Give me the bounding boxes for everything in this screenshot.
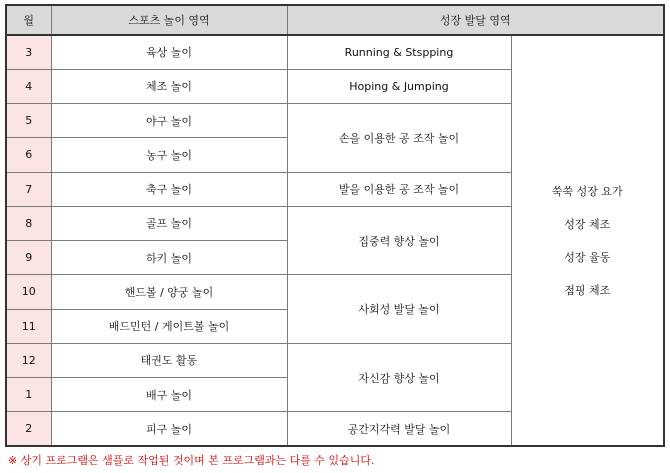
month-cell: 10 <box>6 275 51 309</box>
table-row <box>6 35 664 69</box>
growth-program-list <box>511 35 664 446</box>
month-cell: 11 <box>6 309 51 343</box>
month-cell: 5 <box>6 104 51 138</box>
sports-cell: 핸드볼 / 양궁 놀이 <box>51 275 287 309</box>
growth-program-item: 쑥쑥 성장 요가 <box>551 184 623 198</box>
sports-cell: 체조 놀이 <box>51 69 287 103</box>
month-cell: 8 <box>6 206 51 240</box>
month-cell: 2 <box>6 412 51 446</box>
month-cell: 3 <box>6 35 51 69</box>
development-cell: 집중력 향상 놀이 <box>287 206 511 275</box>
month-cell: 9 <box>6 241 51 275</box>
header-month: 월 <box>6 5 51 35</box>
sports-cell: 배드민턴 / 게이트볼 놀이 <box>51 309 287 343</box>
sports-cell: 육상 놀이 <box>51 35 287 69</box>
growth-program-item: 점핑 체조 <box>564 283 611 297</box>
development-cell: 자신감 향상 놀이 <box>287 343 511 412</box>
sports-cell: 하키 놀이 <box>51 241 287 275</box>
development-cell: Running & Stspping <box>287 35 511 69</box>
development-cell: 손을 이용한 공 조작 놀이 <box>287 104 511 173</box>
development-cell: 공간지각력 발달 놀이 <box>287 412 511 446</box>
month-cell: 6 <box>6 138 51 172</box>
month-cell: 1 <box>6 378 51 412</box>
month-cell: 12 <box>6 343 51 377</box>
month-cell: 4 <box>6 69 51 103</box>
development-cell: 사회성 발달 놀이 <box>287 275 511 344</box>
growth-program-item: 성장 율동 <box>564 250 611 264</box>
program-table <box>5 4 665 447</box>
header-growth-development: 성장 발달 영역 <box>287 5 664 35</box>
header-sports-play: 스포츠 놀이 영역 <box>51 5 287 35</box>
growth-program-item: 성장 체조 <box>564 217 611 231</box>
sports-cell: 피구 놀이 <box>51 412 287 446</box>
development-cell: Hoping & Jumping <box>287 69 511 103</box>
sports-cell: 농구 놀이 <box>51 138 287 172</box>
sports-cell: 골프 놀이 <box>51 206 287 240</box>
sports-cell: 야구 놀이 <box>51 104 287 138</box>
sports-cell: 축구 놀이 <box>51 172 287 206</box>
sports-cell: 배구 놀이 <box>51 378 287 412</box>
development-cell: 발을 이용한 공 조작 놀이 <box>287 172 511 206</box>
month-cell: 7 <box>6 172 51 206</box>
sports-cell: 태권도 활동 <box>51 343 287 377</box>
footnote: ※ 상기 프로그램은 샘플로 작업된 것이며 본 프로그램과는 다를 수 있습니다. <box>8 454 375 467</box>
